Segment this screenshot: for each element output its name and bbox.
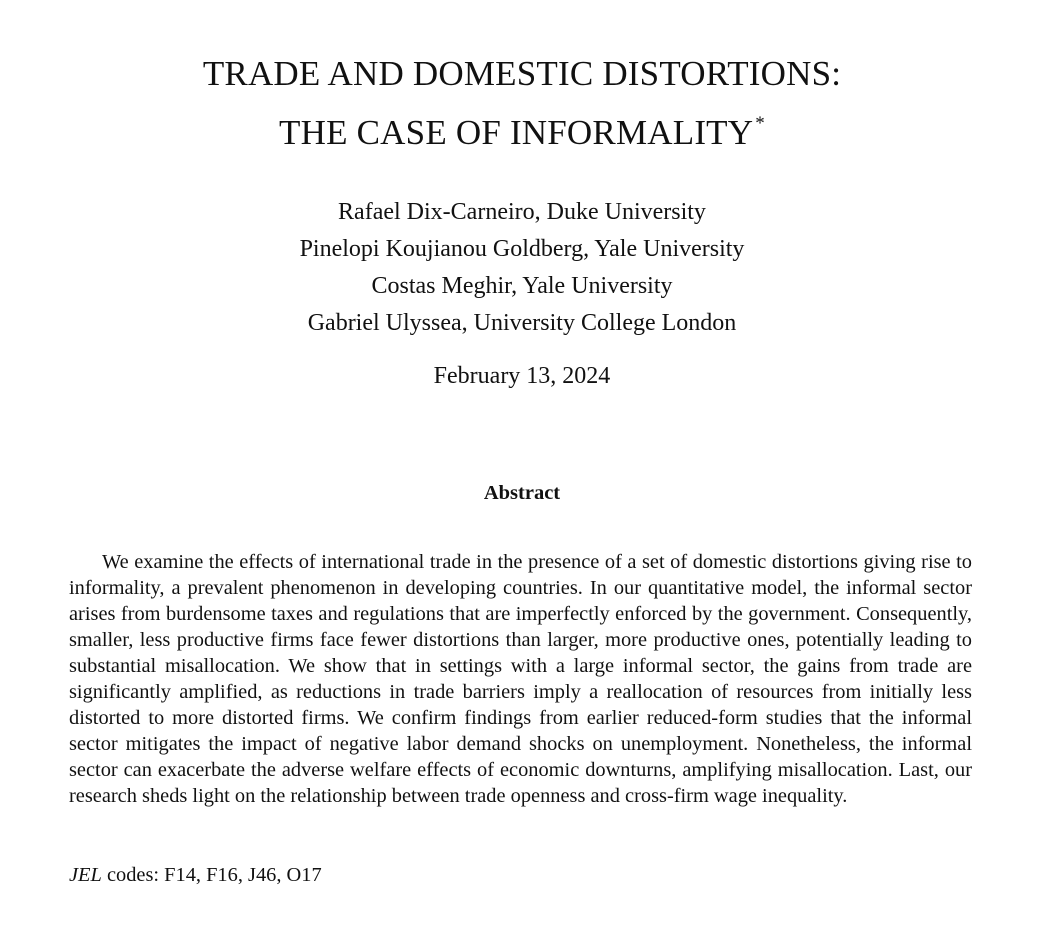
- abstract-body: We examine the effects of international trade in the presence of a set of domestic distortions giving rise to informality, a prevalent phenomenon in developing countries. In our quantitative model, the informal sector arises from burdensome taxes and regulations that are imperfectly enforced by the government. Consequently, smaller, less productive firms face fewer distortions than larger, more productive ones, potentially leading to substantial misallocation. We show that in settings with a large informal sector, the gains from trade are significantly amplified, as reductions in trade barriers imply a reallocation of resources from initially less distorted to more distorted firms. We confirm findings from earlier reduced-form studies that the informal sector mitigates the impact of negative labor demand shocks on unemployment. Nonetheless, the informal sector can exacerbate the adverse welfare effects of economic downturns, amplifying misallocation. Last, our research sheds light on the relationship between trade openness and cross-firm wage inequality.: [69, 551, 972, 807]
- jel-suffix: codes:: [101, 864, 165, 886]
- paper-date: February 13, 2024: [433, 363, 611, 389]
- author-list: [0, 194, 1044, 342]
- title-line-1-text: TRADE AND DOMESTIC DISTORTIONS:: [202, 54, 842, 93]
- author-1: Rafael Dix-Carneiro, Duke University: [338, 199, 706, 225]
- jel-label: JEL: [69, 864, 102, 886]
- jel-codes: F14, F16, J46, O17: [164, 864, 322, 886]
- abstract-heading: Abstract: [483, 482, 561, 504]
- author-2: Pinelopi Koujianou Goldberg, Yale University: [299, 236, 745, 262]
- paper-title-line-2: [0, 114, 1044, 150]
- jel-codes-line: [69, 862, 972, 888]
- author-4: Gabriel Ulyssea, University College London: [307, 310, 737, 336]
- author-3: Costas Meghir, Yale University: [371, 273, 673, 299]
- title-line-2-text: THE CASE OF INFORMALITY: [279, 113, 754, 152]
- paper-title-line-1: [0, 56, 1044, 91]
- title-footnote-mark[interactable]: *: [755, 113, 765, 134]
